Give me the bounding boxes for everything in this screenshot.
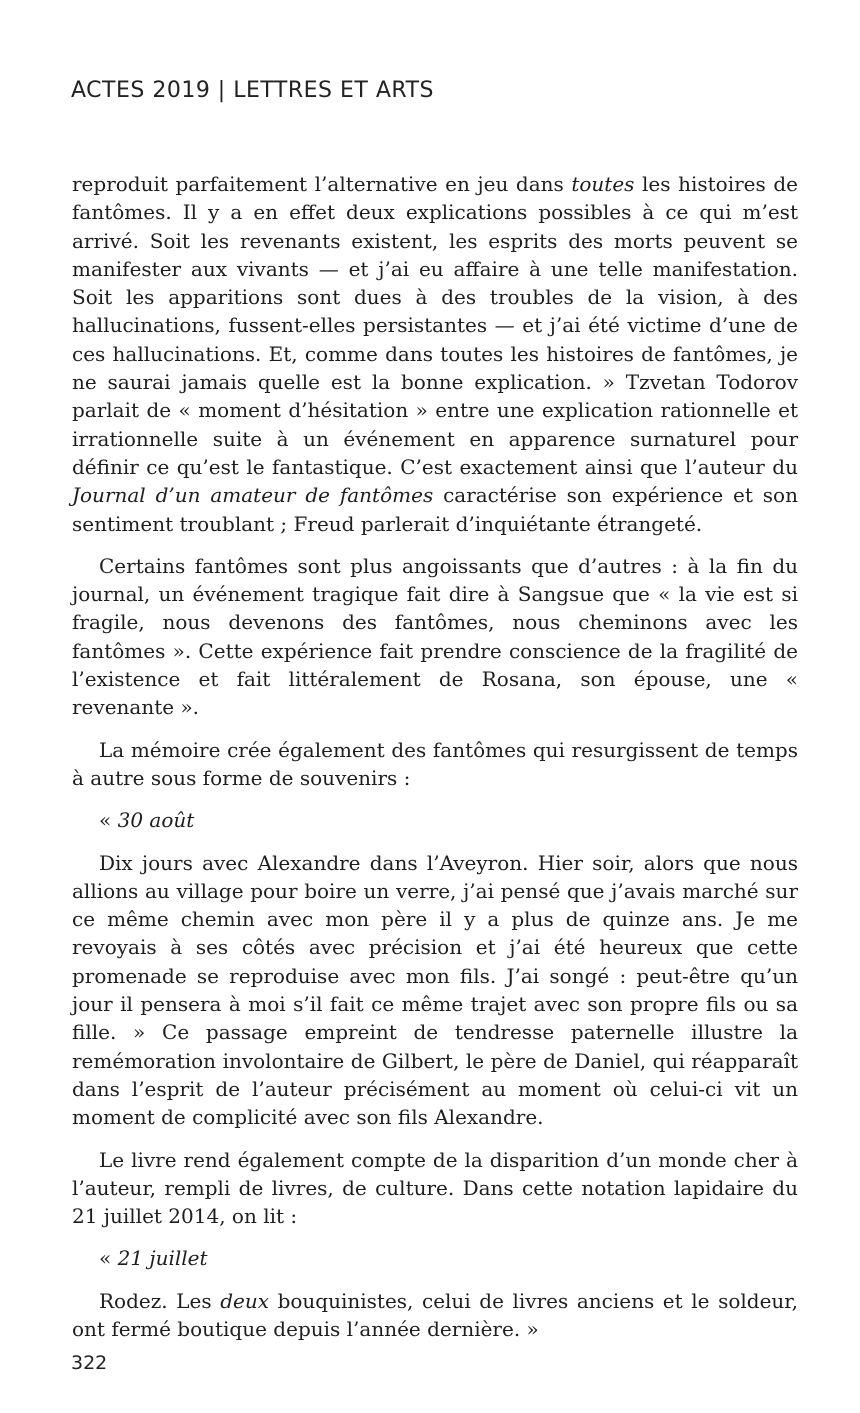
emphasis: deux — [220, 1288, 269, 1313]
open-quote: « — [99, 808, 118, 833]
page-number: 322 — [71, 1352, 108, 1374]
text-run: Rodez. Les — [99, 1288, 221, 1313]
running-head: ACTES 2019 | LETTRES ET ARTS — [71, 78, 434, 103]
paragraph-anguish: Certains fantômes sont plus angoissants que d’autres : à la fin du journal, un événement tragique fait dire à Sangsue que « la vie est si fragile, nous devenons des fantômes, nous cheminons avec les fantômes ». Cette expérience fait prendre conscience de la fragilité de l’existence et fait littéralement de Rosana, son épouse, une « revenante ». — [72, 553, 798, 720]
journal-date-21-juillet — [72, 1244, 798, 1272]
paragraph-ghost-explanations — [72, 170, 798, 538]
paragraph-memory: La mémoire crée également des fantômes qui resurgissent de temps à autre sous forme de souvenirs : — [72, 737, 798, 790]
paragraph-rodez — [72, 1287, 798, 1344]
text-run: reproduit parfaitement l’alternative en jeu dans — [72, 172, 572, 196]
paragraph-lost-world: Le livre rend également compte de la disparition d’un monde cher à l’auteur, rempli de livres, de culture. Dans cette notation lapidaire du 21 juillet 2014, on lit : — [72, 1147, 798, 1229]
open-quote: « — [99, 1246, 118, 1271]
text-run: caractérise son expérience et son sentiment troublant ; Freud parlerait d’inquiétante étrangeté. — [72, 483, 798, 536]
date-text: 30 août — [117, 808, 195, 833]
date-text: 21 juillet — [117, 1246, 208, 1271]
journal-date-30-aout — [72, 806, 798, 834]
text-run: les histoires de fantômes. Il y a en effet deux explications possibles à ce qui m’est arrivé. Soit les revenants existent, les esprits des morts peuvent se manifester aux vivants — et j’ai eu affaire à une telle manifestation. Soit les apparitions sont dues à des troubles de la vision, à des hallucinations, fussent-elles persistantes — et j’ai été victime d’une de ces hallucinations. Et, comme dans toutes les histoires de fantômes, je ne saurai jamais quelle est la bonne explication. » Tzvetan Todorov parlait de « moment d’hésitation » entre une explication rationnelle et irrationnelle suite à un événement en apparence surnaturel pour définir ce qu’est le fantastique. C’est exactement ainsi que l’auteur du — [72, 172, 798, 479]
text-run: bouquinistes, celui de livres anciens et le soldeur, ont fermé boutique depuis l’année dernière. » — [72, 1288, 799, 1341]
paragraph-aveyron: Dix jours avec Alexandre dans l’Aveyron. Hier soir, alors que nous allions au village pour boire un verre, j’ai pensé que j’avais marché sur ce même chemin avec mon père il y a plus de quinze ans. Je me revoyais à ses côtés avec précision et j’ai été heureux que cette promenade se reproduise avec mon fils. J’ai songé : peut-être qu’un jour il pensera à moi s’il fait ce même trajet avec son propre fils ou sa fille. » Ce passage empreint de tendresse paternelle illustre la remémoration involontaire de Gilbert, le père de Daniel, qui réapparaît dans l’esprit de l’auteur précisément au moment où celui-ci vit un moment de complicité avec son fils Alexandre. — [72, 850, 798, 1130]
body-text — [72, 170, 798, 1357]
book-title: Journal d’un amateur de fantômes — [72, 483, 434, 508]
emphasis: toutes — [571, 172, 635, 196]
